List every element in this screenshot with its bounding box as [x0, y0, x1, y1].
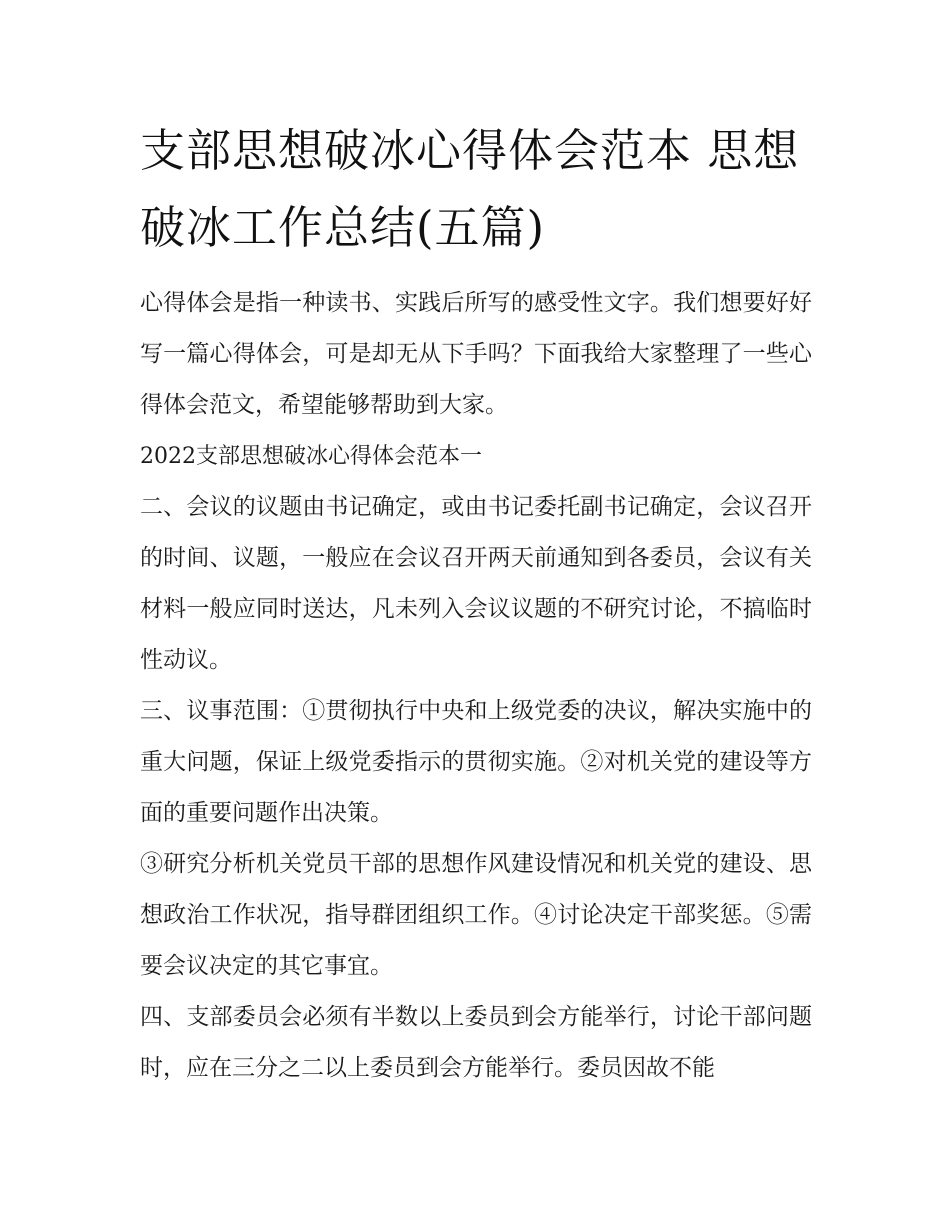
paragraph-item-3: 三、议事范围：①贯彻执行中央和上级党委的决议，解决实施中的重大问题，保证上级党委指示的贯彻实施。②对机关党的建设等方面的重要问题作出决策。	[140, 698, 812, 826]
document-body	[140, 112, 812, 1094]
section-heading: 2022支部思想破冰心得体会范本一	[140, 444, 482, 469]
paragraph-item-2: 二、会议的议题由书记确定，或由书记委托副书记确定，会议召开的时间、议题，一般应在会议召开两天前通知到各委员，会议有关材料一般应同时送达，凡未列入会议议题的不研究讨论，不搞临时性动议。	[140, 494, 812, 673]
paragraph-list	[140, 278, 812, 1094]
paragraph-item-3-cont: ③研究分析机关党员干部的思想作风建设情况和机关党的建设、思想政治工作状况，指导群团组织工作。④讨论决定干部奖惩。⑤需要会议决定的其它事宜。	[140, 851, 812, 979]
paragraph-intro: 心得体会是指一种读书、实践后所写的感受性文字。我们想要好好写一篇心得体会，可是却无从下手吗？下面我给大家整理了一些心得体会范文，希望能够帮助到大家。	[140, 290, 812, 418]
paragraph-item-4: 四、支部委员会必须有半数以上委员到会方能举行，讨论干部问题时，应在三分之二以上委员到会方能举行。委员因故不能	[140, 1004, 812, 1081]
document-title: 支部思想破冰心得体会范本 思想破冰工作总结(五篇)	[140, 124, 800, 254]
